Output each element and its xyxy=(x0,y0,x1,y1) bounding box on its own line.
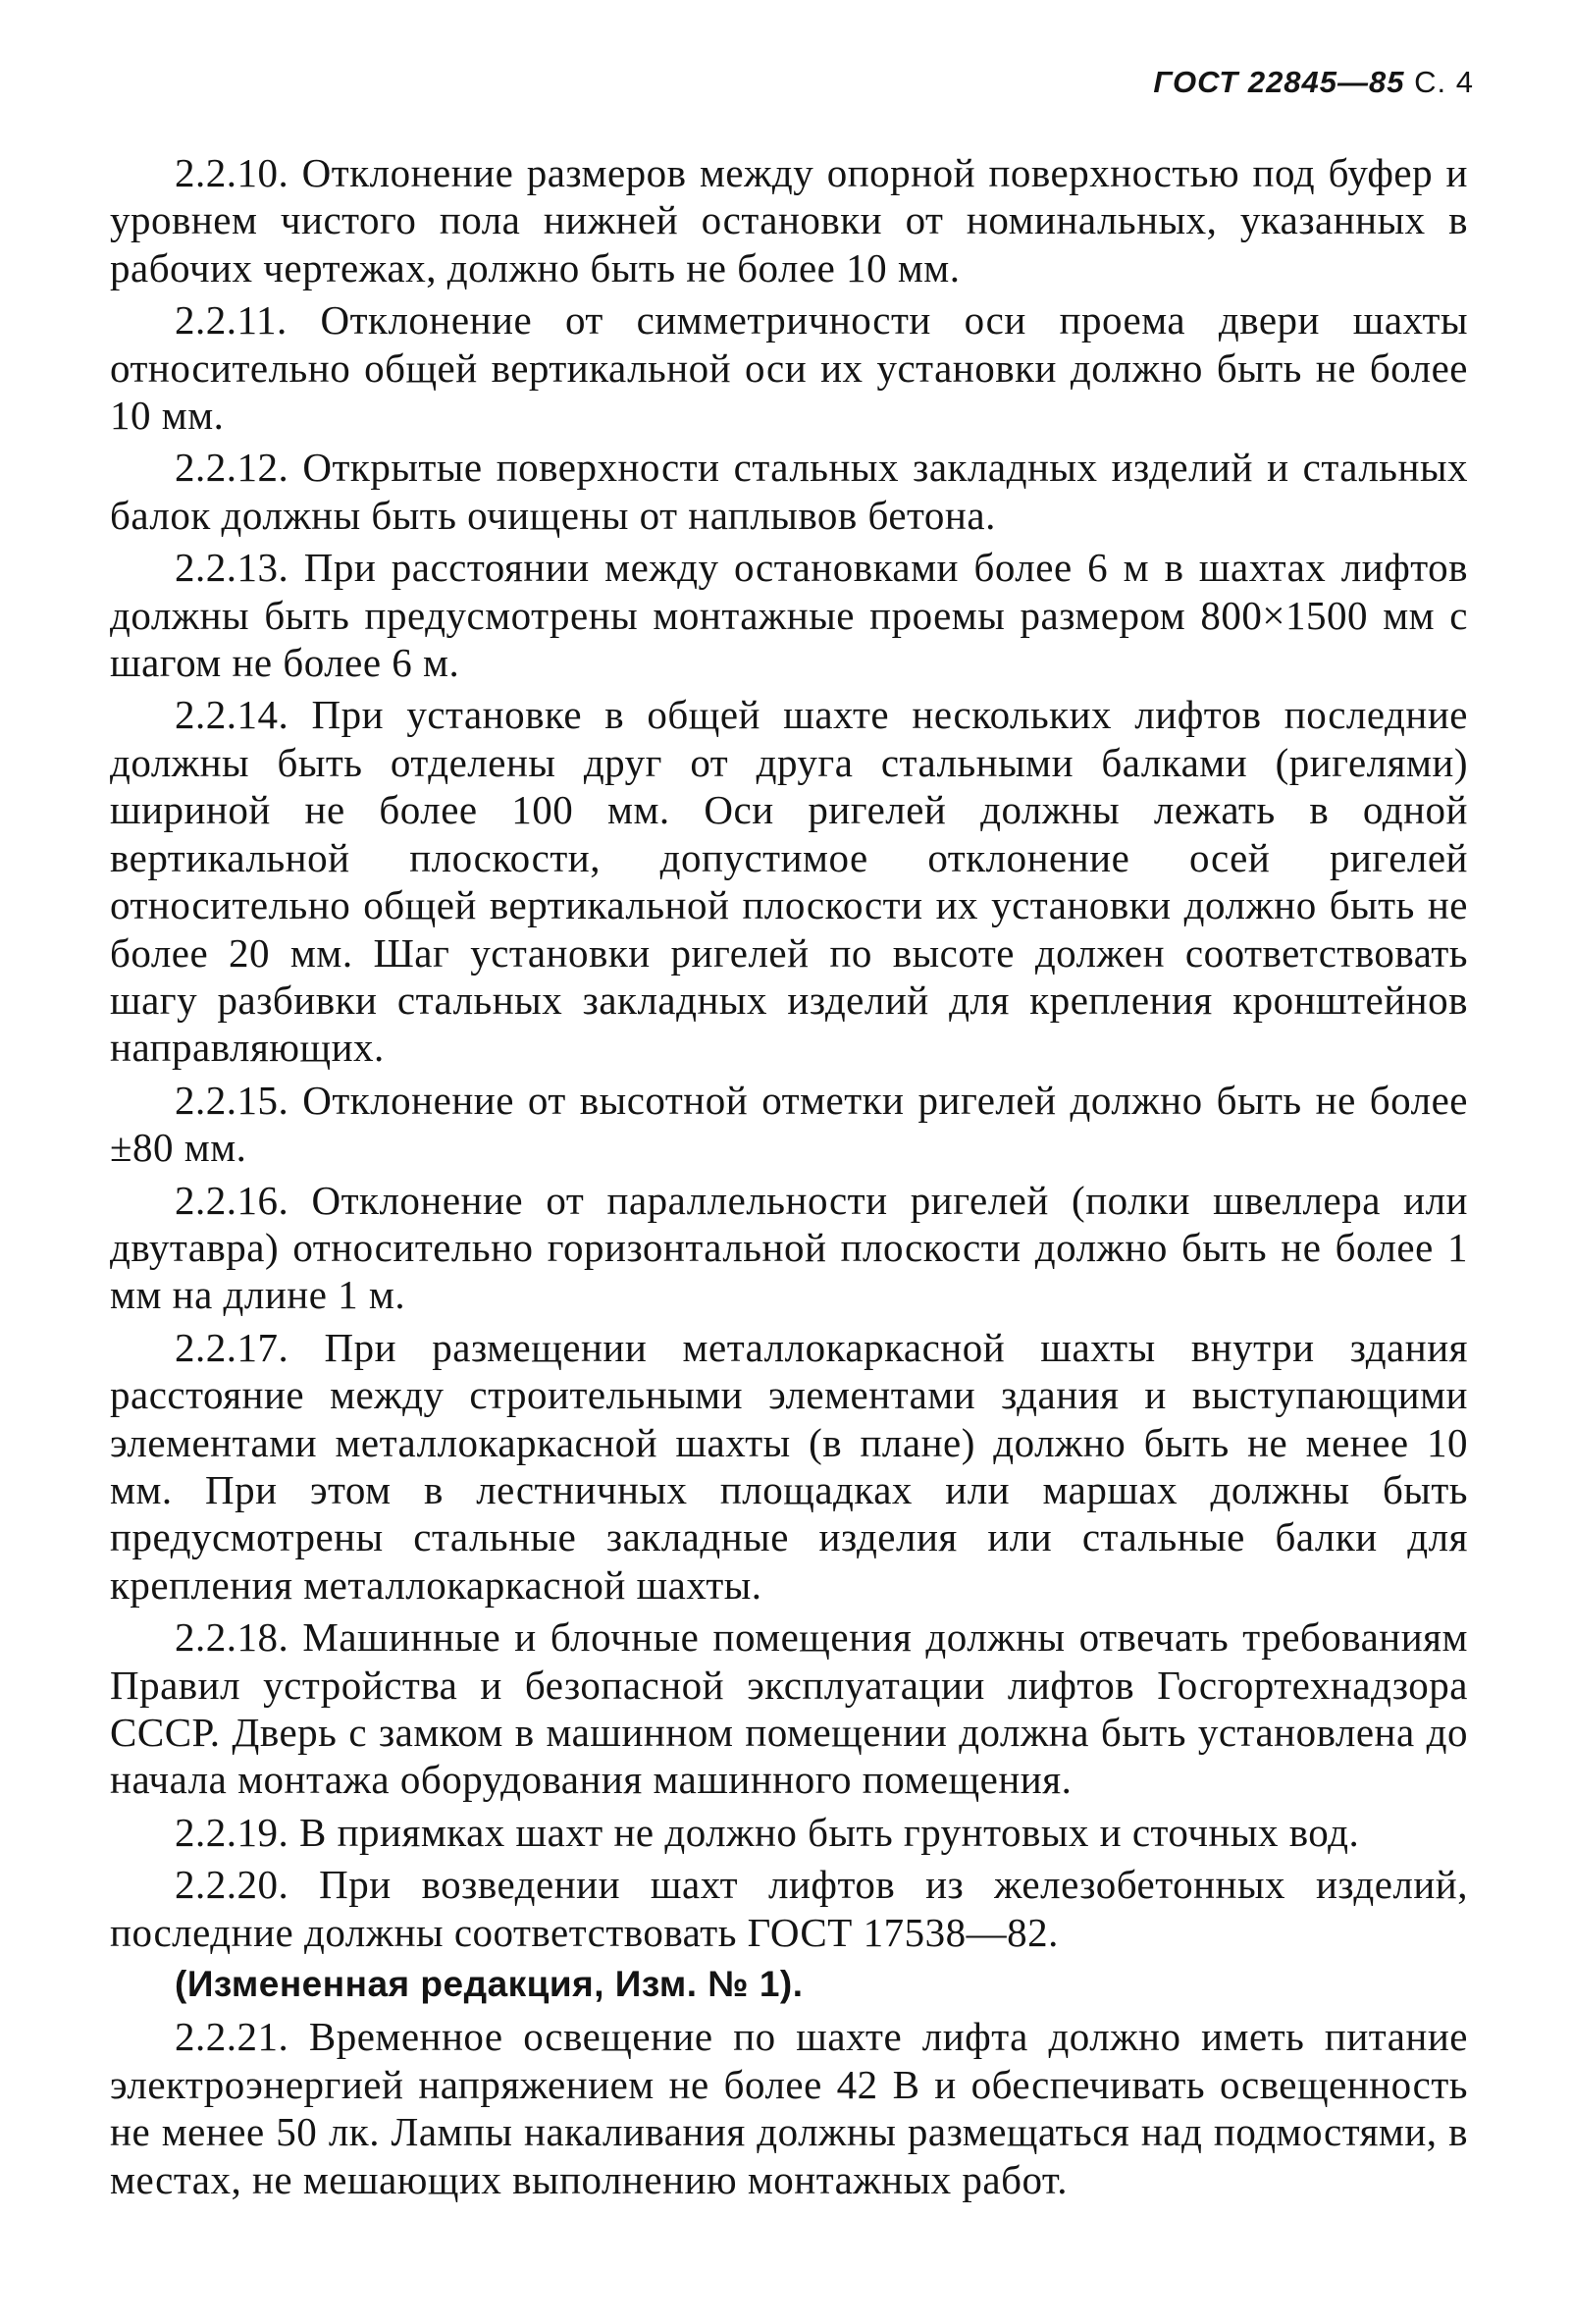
amendment-note: (Измененная редакция, Изм. № 1). xyxy=(175,1964,804,2005)
clause-2-2-10: 2.2.10. Отклонение размеров между опорной поверхностью под буфер и уровнем чистого пола нижней остановки от номинальных, указанных в рабочих чертежах, должно быть не более 10 мм. xyxy=(110,150,1468,290)
document-body xyxy=(110,149,1468,2208)
clause-2-2-14: 2.2.14. При установке в общей шахте нескольких лифтов последние должны быть отделены друг от друга стальными балками (ригелями) шириной не более 100 мм. Оси ригелей должны лежать в одной вертикальной плоскости, допустимое отклонение осей ригелей относительно общей вертикальной плоскости их установки должно быть не более 20 мм. Шаг установки ригелей по высоте должен соответствовать шагу разбивки стальных закладных изделий для крепления кронштейнов направляющих. xyxy=(110,692,1468,1071)
clause-2-2-16: 2.2.16. Отклонение от параллельности ригелей (полки швеллера или двутавра) относительно горизонтальной плоскости должно быть не более 1 мм на длине 1 м. xyxy=(110,1177,1468,1318)
clause-2-2-12: 2.2.12. Открытые поверхности стальных закладных изделий и стальных балок должны быть очищены от наплывов бетона. xyxy=(110,445,1468,538)
page-header xyxy=(1153,65,1474,100)
page-number: С. 4 xyxy=(1414,65,1474,99)
clause-2-2-19: 2.2.19. В приямках шахт не должно быть грунтовых и сточных вод. xyxy=(175,1809,1360,1855)
clause-2-2-21: 2.2.21. Временное освещение по шахте лифта должно иметь питание электроэнергией напряжением не более 42 В и обеспечивать освещенность не менее 50 лк. Лампы накаливания должны размещаться над подмостями, в местах, не мешающих выполнению монтажных работ. xyxy=(110,2014,1468,2202)
clause-2-2-17: 2.2.17. При размещении металлокаркасной шахты внутри здания расстояние между строительными элементами здания и выступающими элементами металлокаркасной шахты (в плане) должно быть не менее 10 мм. При этом в лестничных площадках или маршах должны быть предусмотрены стальные закладные изделия или стальные балки для крепления металлокаркасной шахты. xyxy=(110,1324,1468,1608)
clause-2-2-20: 2.2.20. При возведении шахт лифтов из железобетонных изделий, последние должны соответствовать ГОСТ 17538—82. xyxy=(110,1862,1468,1955)
standard-number: ГОСТ 22845—85 xyxy=(1153,65,1405,99)
clause-2-2-13: 2.2.13. При расстоянии между остановками более 6 м в шахтах лифтов должны быть предусмотрены монтажные проемы размером 800×1500 мм с шагом не более 6 м. xyxy=(110,545,1468,686)
clause-2-2-11: 2.2.11. Отклонение от симметричности оси проема двери шахты относительно общей вертикальной оси их установки должно быть не более 10 мм. xyxy=(110,297,1468,439)
clause-2-2-15: 2.2.15. Отклонение от высотной отметки ригелей должно быть не более ±80 мм. xyxy=(110,1077,1468,1171)
clause-2-2-18: 2.2.18. Машинные и блочные помещения должны отвечать требованиям Правил устройства и безопасной эксплуатации лифтов Госгортехнадзора СССР. Дверь с замком в машинном помещении должна быть установлена до начала монтажа оборудования машинного помещения. xyxy=(110,1614,1468,1803)
